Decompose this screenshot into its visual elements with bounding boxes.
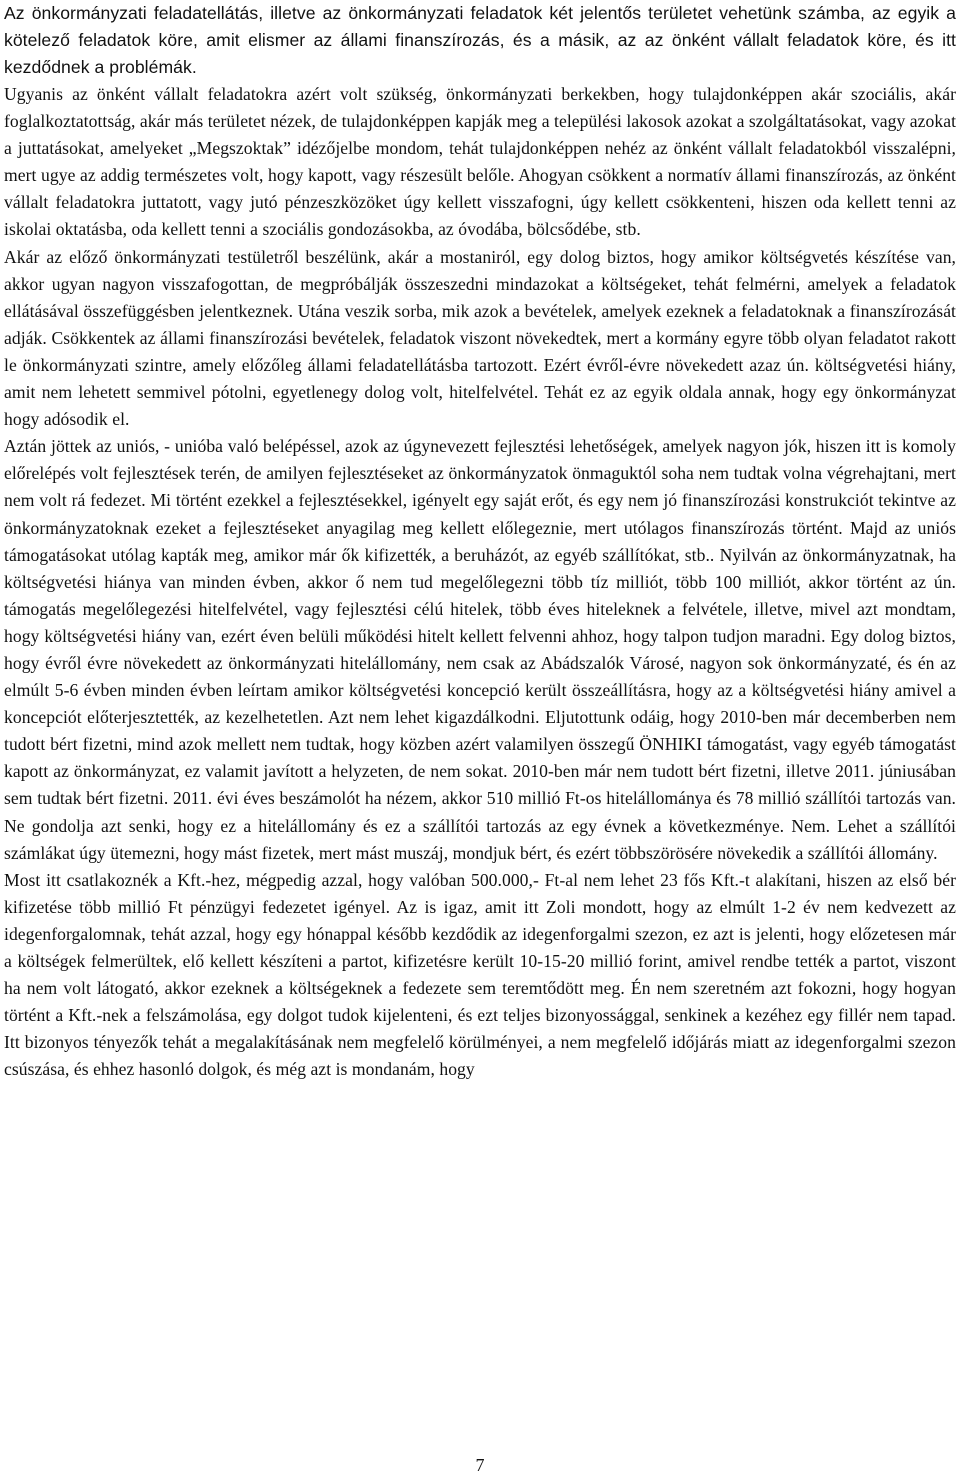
body-paragraph-1: Ugyanis az önként vállalt feladatokra azért volt szükség, önkormányzati berkekben, hogy tulajdonképpen akár szociális, akár foglalkoztatottság, akár más területet nézek, de tulajdonképpen kapják meg a települési lakosok azokat a szolgáltatásokat, vagy azokat a juttatásokat, amelyeket „Megszoktak” idézőjelbe mondom, tehát tulajdonképpen nehéz az önként vállalt feladatokból visszalépni, mert ugye az addig természetes volt, hogy kapott, vagy részesült belőle. Ahogyan csökkent a normatív állami finanszírozás, az önként vállalt feladatokra juttatott, vagy jutó pénzeszközöket úgy kellett visszafogni, úgy kellett csökkenteni, hiszen oda kellett tenni az iskolai oktatásba, oda kellett tenni a szociális gondozásokba, az óvodába, bölcsődébe, stb.: [4, 84, 957, 240]
page-number: 7: [475, 1455, 485, 1475]
body-paragraph-4: Most itt csatlakoznék a Kft.-hez, mégpedig azzal, hogy valóban 500.000,- Ft-al nem lehet 23 fős Kft.-t alakítani, hiszen az első bér kifizetése több millió Ft pénzügyi fedezetet igényel. Az is igaz, amit itt Zoli mondott, hogy az elmúlt 1-2 év nem kedvezett az idegenforgalomnak, tehát azzal, hogy egy hónappal később kezdődik az idegenforgalmi szezon, ez azt is jelenti, hogy előzetesen már a költségek felmerültek, elő kellett készíteni a partot, kifizetésre került 10-15-20 millió forint, amivel rendbe tették a partot, viszont ha nem volt látogató, akkor ezeknek a költségeknek a fedezete sem teremtődött meg. Én nem szeretném azt fokozni, hogy hogyan történt a Kft.-nek a felszámolása, egy dolgot tudok kijelenteni, és ezt teljes bizonyossággal, senkinek a kezéhez egy fillér nem tapad. Itt bizonyos tényezők tehát a megalakításának nem megfelelő körülményei, a nem megfelelő időjárás miatt az idegenforgalmi szezon csúszása, és ehhez hasonló dolgok, és még azt is mondanám, hogy: [4, 869, 956, 1080]
document-page: [4, 0, 956, 1083]
body-paragraph-2: Akár az előző önkormányzati testületről beszélünk, akár a mostaniról, egy dolog biztos, hogy amikor költségvetés készítése van, akkor ugyan nagyon visszafogottan, de megpróbálják összeszedni mindazokat a költségeket, tehát felmérni, amelyek a feladatok ellátásával összefüggésben jelentkeznek. Utána veszik sorba, mik azok a bevételek, amelyek ezeknek a feladatoknak a finanszírozását adják. Csökkentek az állami finanszírozási bevételek, feladatok viszont növekedtek, mert a kormány egyre több olyan feladatot rakott le önkormányzati szintre, amely előzőleg állami feladatellátásba tartozott. Ezért évről-évre növekedett azaz ún. költségvetési hiány, amit nem lehetett semmivel pótolni, egyetlenegy dolog volt, hitelfelvétel. Tehát ez az egyik oldala annak, hogy egy önkormányzat hogy adósodik el.: [4, 246, 956, 430]
body-paragraph-3: Aztán jöttek az uniós, - unióba való belépéssel, azok az úgynevezett fejlesztési lehetőségek, amelyek nagyon jók, hiszen itt is komoly előrelépés volt fejlesztések terén, de amilyen fejlesztéseket az önkormányzatok önmaguktól soha nem tudtak volna végrehajtani, mert nem volt rá fedezet. Mi történt ezekkel a fejlesztésekkel, igényelt egy saját erőt, és egy nem jó finanszírozási konstrukciót tekintve az önkormányzatoknak ezeket a fejlesztéseket anyagilag meg kellett előlegeznie, mert utólagos finanszírozás történt. Majd az uniós támogatásokat utólag kapták meg, amikor már ők kifizették, a beruházót, az egyéb szállítókat, stb.. Nyilván az önkormányzatnak, ha költségvetési hiánya van minden évben, akkor ő nem tud megelőlegezni több tíz milliót, több 100 milliót, akkor történt az ún. támogatás megelőlegezési hitelfelvétel, vagy fejlesztési célú hitelek, több éves hiteleknek a felvétele, illetve, mivel azt mondtam, hogy költségvetési hiány van, ezért éven belüli működési hitelt kellett felvenni ahhoz, hogy talpon tudjon maradni. Egy dolog biztos, hogy évről évre növekedett az önkormányzati hitelállomány, nem csak az Abádszalók Városé, nagyon sok önkormányzaté, és én az elmúlt 5-6 évben minden évben leírtam amikor költségvetési koncepció került összeállításra, hogy az a költségvetési hiány amivel a koncepciót előterjesztették, az kezelhetetlen. Azt nem lehet kigazdálkodni. Eljutottunk odáig, hogy 2010-ben már decemberben nem tudott bért fizetni, mind azok mellett nem tudtak, hogy közben azért valamilyen összegű ÖNHIKI támogatást, vagy egyéb támogatást kapott az önkormányzat, ez valamit javított a helyzeten, de nem sokat. 2010-ben már nem tudott bért fizetni, illetve 2011. júniusában sem tudtak bért fizetni. 2011. évi éves beszámolót ha nézem, akkor 510 millió Ft-os hitelállománya és 78 millió szállítói tartozás van. Ne gondolja azt senki, hogy ez a hitelállomány és ez a szállítói tartozás az egy évnek a következménye. Nem. Lehet a szállítói számlákat úgy ütemezni, hogy mást fizetek, mert mást muszáj, mondjuk bért, és ezért többszörösére növekedik a szállítói állomány.: [4, 436, 956, 863]
intro-paragraph: Az önkormányzati feladatellátás, illetve az önkormányzati feladatok két jelentős területet vehetünk számba, az egyik a kötelező feladatok köre, amit elismer az állami finanszírozás, és a másik, az az önként vállalt feladatok köre, és itt kezdődnek a problémák.: [4, 3, 956, 77]
